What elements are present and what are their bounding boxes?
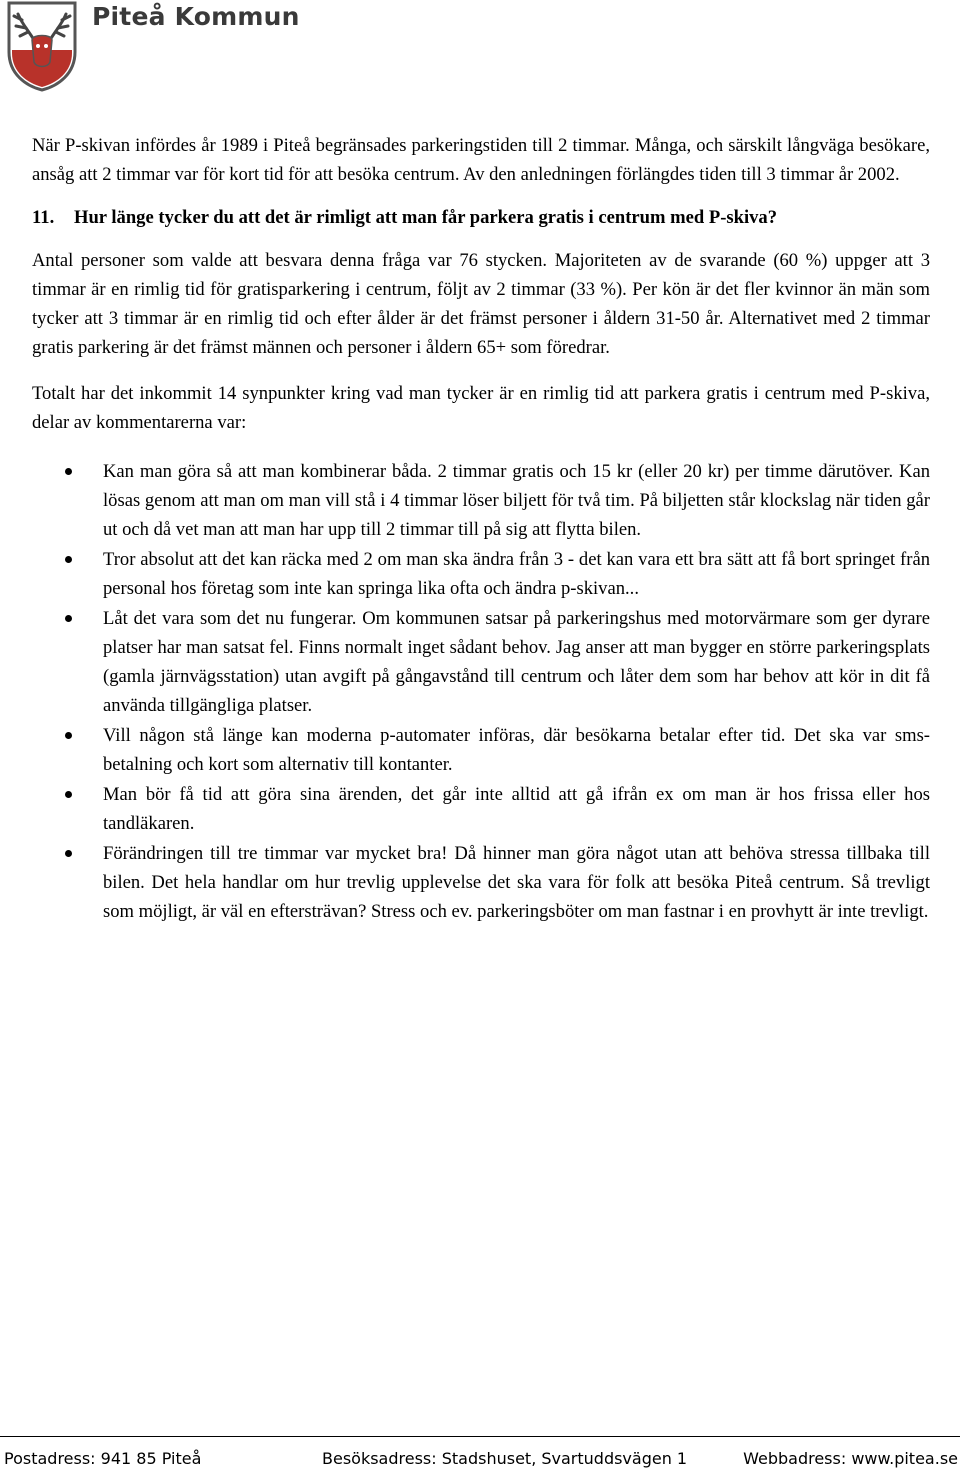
- page-footer: [0, 1436, 960, 1475]
- question-number: 11.: [32, 207, 55, 228]
- comments-list: [32, 457, 930, 926]
- list-item: [32, 604, 930, 720]
- bullet-icon: [65, 556, 72, 563]
- list-item: [32, 545, 930, 603]
- results-paragraph: Antal personer som valde att besvara denna fråga var 76 stycken. Majoriteten av de svarande (60 %) uppger att 3 timmar är en rimlig tid för gratisparkering i centrum, följt av 2 timmar (33 %). Per kön är det fler kvinnor än män som tycker att 3 timmar är en rimlig tid och efter ålder är det främst personer i åldern 31-50 år. Alternativet med 2 timmar gratis parkering är det främst männen och personer i åldern 65+ som föredrar.: [32, 250, 930, 358]
- list-item: [32, 721, 930, 779]
- list-item: [32, 839, 930, 926]
- comments-intro: Totalt har det inkommit 14 synpunkter kring vad man tycker är en rimlig tid att parkera gratis i centrum med P-skiva, delar av kommentarerna var:: [32, 383, 930, 433]
- question-heading: [32, 203, 930, 232]
- organization-name: Piteå Kommun: [92, 2, 300, 31]
- footer-postal-address: Postadress: 941 85 Piteå: [4, 1449, 202, 1468]
- footer-web-address: Webbadress: www.pitea.se: [743, 1449, 958, 1468]
- bullet-icon: [65, 468, 72, 475]
- comment-text: Kan man göra så att man kombinerar båda. 2 timmar gratis och 15 kr (eller 20 kr) per timme därutöver. Kan lösas genom att man om man vill stå i 4 timmar löser biljett för två tim. På biljetten står klockslag när tiden går ut och då vet man att man har upp till 2 timmar till på sig att flytta bilen.: [103, 461, 930, 540]
- letterhead: [6, 0, 406, 95]
- comment-text: Låt det vara som det nu fungerar. Om kommunen satsar på parkeringshus med motorvärmare som ger dyrare platser har man satsat fel. Finns normalt inget sådant behov. Jag anser att man bygger en större parkeringsplats (gamla järnvägsstation) utan avgift på gångavstånd till centrum och låter dem som har behov att kör in dit få använda tillgängliga platser.: [103, 608, 930, 716]
- list-item: [32, 780, 930, 838]
- comment-text: Tror absolut att det kan räcka med 2 om man ska ändra från 3 - det kan vara ett bra sätt att få bort springet från personal hos företag som inte kan springa lika ofta och ändra p-skivan...: [103, 549, 930, 599]
- document-body: [32, 131, 930, 927]
- intro-paragraph: När P-skivan infördes år 1989 i Piteå begränsades parkeringstiden till 2 timmar. Många, och särskilt långväga besökare, ansåg att 2 timmar var för kort tid för att besöka centrum. Av den anledningen förlängdes tiden till 3 timmar år 2002.: [32, 135, 930, 185]
- bullet-icon: [65, 732, 72, 739]
- list-item: [32, 457, 930, 544]
- comment-text: Förändringen till tre timmar var mycket bra! Då hinner man göra något utan att behöva stressa tillbaka till bilen. Det hela handlar om hur trevlig upplevelse det ska vara för folk att besöka Piteå centrum. Så trevligt som möjligt, är väl en eftersträvan? Stress och ev. parkeringsböter om man fastnar i en provhytt är inte trevligt.: [103, 843, 930, 922]
- footer-visit-address: Besöksadress: Stadshuset, Svartuddsvägen 1: [322, 1449, 688, 1468]
- comment-text: Vill någon stå länge kan moderna p-automater införas, där besökarna betalar efter tid. Det ska var sms-betalning och kort som alternativ till kontanter.: [103, 725, 930, 775]
- reindeer-crest-icon: [6, 0, 78, 92]
- bullet-icon: [65, 850, 72, 857]
- bullet-icon: [65, 791, 72, 798]
- comment-text: Man bör få tid att göra sina ärenden, det går inte alltid att gå ifrån ex om man är hos frissa eller hos tandläkaren.: [103, 784, 930, 834]
- question-text: Hur länge tycker du att det är rimligt att man får parkera gratis i centrum med P-skiva?: [74, 207, 778, 228]
- bullet-icon: [65, 615, 72, 622]
